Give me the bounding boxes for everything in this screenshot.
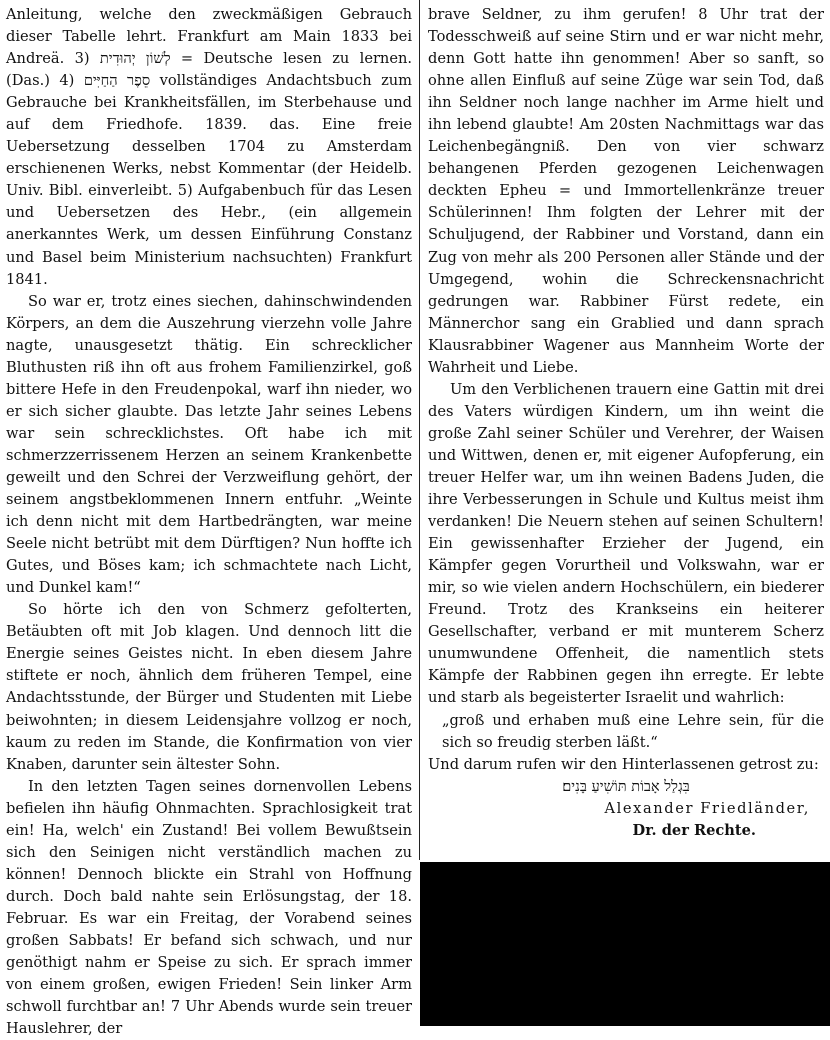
paragraph: In den letzten Tagen seines dornenvollen Lebens befielen ihn häufig Ohnmachten. Sprachlosigkeit trat ein! Ha, welch' ein Zustand! Bei vollem Bewußtsein sich den Seinigen nicht verständlich machen zu können! Dennoch blickte ein Strahl von Hoffnung durch. Doch bald nahte sein Erlösungstag, der 18. Februar. Es war ein Freitag, der Vorabend seines großen Sabbats! Er befand sich schwach, und nur genöthigt nahm er Speise zu sich. Er sprach immer von einem großen, ewigen Frieden! Sein linker Arm schwoll furchtbar an! 7 Uhr Abends wurde sein treuer Hauslehrer, der [6, 777, 412, 1038]
block-quote: „groß und erhaben muß eine Lehre sein, für die sich so freudig sterben läßt.“ [442, 711, 824, 751]
paragraph: brave Seldner, zu ihm gerufen! 8 Uhr trat der Todesschweiß auf seine Stirn und er war nicht mehr, denn Gott hatte ihn genommen! Aber so sanft, so ohne allen Einfluß auf seine Züge war sein Tod, daß ihn Seldner noch lange nachher im Arme hielt und ihn lebend glaubte! Am 20sten Nachmittags war das Leichenbegängniß. Den von vier schwarz behangenen Pferden gezogenen Leichenwagen deckten Epheu = und Immortellenkränze treuer Schülerinnen! Ihm folgten der Lehrer mit der Schuljugend, der Rabbiner und Vorstand, dann ein Zug von mehr als 200 Personen aller Stände und der Umgegend, wohin die Schreckensnachricht gedrungen war. Rabbiner Fürst redete, ein Männerchor sang ein Grablied und dann sprach Klausrabbiner Wagener aus Mannheim Worte der Wahrheit und Liebe. [428, 6, 824, 376]
paragraph: Anleitung, welche den zweckmäßigen Gebrauch dieser Tabelle lehrt. Frankfurt am Main 1833 bei Andreä. 3) לְשׁוֹן יְהוּדִית = Deutsche lesen zu lernen. (Das.) 4) סֵפֶר הַחַיִּים vollständiges Andachtsbuch zum Gebrauche bei Krankheitsfällen, im Sterbehause und auf dem Friedhofe. 1839. das. Eine freie Uebersetzung desselben 1704 zu Amsterdam erschienenen Werks, nebst Kommentar (der Heidelb. Univ. Bibl. einverleibt. 5) Aufgabenbuch für das Lesen und Uebersetzen des Hebr., (ein allgemein anerkanntes Werk, um dessen Einführung Constanz und Basel beim Ministerium nachsuchten) Frankfurt 1841. [6, 6, 413, 288]
signature-title: Dr. der Rechte. [632, 821, 756, 839]
closing-line: Und darum rufen wir den Hinterlassenen getrost zu: [428, 755, 819, 773]
left-column [6, 4, 413, 1038]
blank-black-area [420, 862, 830, 1026]
paragraph: So hörte ich den von Schmerz gefolterten, Betäubten oft mit Job klagen. Und dennoch litt die Energie seines Geistes nicht. In eben diesem Jahre stiftete er noch, ähnlich dem früheren Tempel, eine Andachtsstunde, der Bürger und Studenten mit Liebe beiwohnten; in diesem Leidensjahre vollzog er noch, kaum zu reden im Stande, die Konfirmation von vier Knaben, darunter sein ältester Sohn. [6, 601, 412, 773]
paragraph: So war er, trotz eines siechen, dahinschwindenden Körpers, an dem die Auszehrung vierzehn volle Jahre nagte, unausgesetzt thätig. Ein schrecklicher Bluthusten riß ihn oft aus frohem Familienzirkel, goß bittere Hefe in den Freudenpokal, warf ihn nieder, wo er sich sicher glaubte. Das letzte Jahr seines Lebens war sein schrecklichstes. Oft habe ich mit schmerzzerrissenem Herzen an seinem Krankenbette geweilt und den Schrei der Verzweiflung gehört, der seinem angstbeklommenen Innern entfuhr. „Weinte ich denn nicht mit dem Hartbedrängten, war meine Seele nicht betrübt mit dem Dürftigen? Nun hoffte ich Gutes, und Böses kam; ich schmachtete nach Licht, und Dunkel kam!“ [6, 292, 412, 597]
hebrew-verse [428, 776, 824, 798]
signature-name: Alexander Friedländer, [604, 799, 810, 817]
paragraph: Um den Verblichenen trauern eine Gattin mit drei des Vaters würdigen Kindern, um ihn weint die große Zahl seiner Schüler und Verehrer, der Waisen und Wittwen, denen er, mit eigener Aufopferung, ein treuer Helfer war, um ihn weinen Badens Juden, die ihre Verbesserungen in Schule und Kultus meist ihm verdanken! Die Neuern stehen auf seinen Schultern! Ein gewissenhafter Erzieher der Jugend, ein Kämpfer gegen Vorurtheil und Volkswahn, war er mir, so wie vielen andern Hochschülern, ein biederer Freund. Trotz des Krankseins ein heiterer Gesellschafter, verband er mit munterem Scherz unumwundene Offenheit, die namentlich stets Kämpfe der Rabbinen gegen ihn erregte. Er lebte und starb als begeisterter Israelit und wahrlich: [428, 380, 824, 707]
hebrew-verse-text: בִּגְלַל אָבוֹת תּוֹשִׁיעַ בָּנִים׃ [562, 777, 690, 795]
column-divider [419, 0, 420, 860]
